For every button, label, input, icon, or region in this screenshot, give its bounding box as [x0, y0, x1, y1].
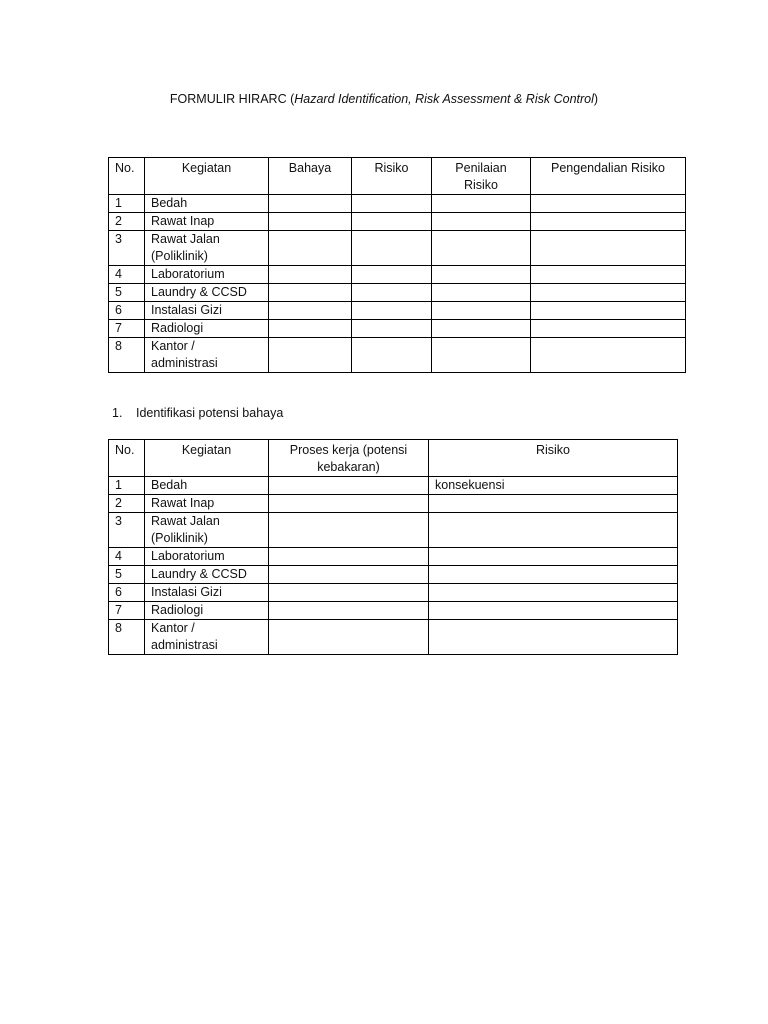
table-cell: Laboratorium [145, 266, 269, 284]
table-cell: Rawat Jalan (Poliklinik) [145, 513, 269, 548]
table-cell [531, 231, 686, 266]
table-cell: konsekuensi [429, 477, 678, 495]
table-cell [432, 284, 531, 302]
title-italic: Hazard Identification, Risk Assessment & Risk Control [294, 92, 594, 106]
table-cell: Bedah [145, 195, 269, 213]
table-cell [531, 284, 686, 302]
table-cell: 2 [109, 495, 145, 513]
table-cell [429, 495, 678, 513]
table-cell: 5 [109, 284, 145, 302]
title-prefix: FORMULIR HIRARC ( [169, 92, 295, 106]
table-cell: Instalasi Gizi [145, 302, 269, 320]
table-header-row [109, 440, 678, 477]
table-row [109, 584, 678, 602]
table-cell [269, 266, 352, 284]
table-row [109, 213, 686, 231]
table-cell [429, 602, 678, 620]
table-cell [429, 584, 678, 602]
table-cell [432, 213, 531, 231]
table-row [109, 320, 686, 338]
table-cell: 2 [109, 213, 145, 231]
column-header: No. [109, 440, 145, 477]
table-cell: Rawat Jalan (Poliklinik) [145, 231, 269, 266]
table-cell: Kantor / administrasi [145, 620, 269, 655]
column-header: Pengendalian Risiko [531, 158, 686, 195]
page-title [0, 92, 768, 106]
table-cell: Laboratorium [145, 548, 269, 566]
table-row [109, 338, 686, 373]
table-cell [352, 195, 432, 213]
table-cell [269, 620, 429, 655]
table-cell: 5 [109, 566, 145, 584]
table-cell [432, 231, 531, 266]
table-cell: Laundry & CCSD [145, 284, 269, 302]
table-cell [269, 302, 352, 320]
table-cell [432, 195, 531, 213]
table-cell [531, 213, 686, 231]
table-cell [269, 584, 429, 602]
table-cell [269, 338, 352, 373]
column-header: Risiko [352, 158, 432, 195]
table-cell [352, 338, 432, 373]
table-cell: Radiologi [145, 602, 269, 620]
table-cell [429, 513, 678, 548]
table-row [109, 284, 686, 302]
table-cell: 6 [109, 302, 145, 320]
table-cell: 1 [109, 477, 145, 495]
hazard-identification-table [108, 439, 678, 655]
table-cell [531, 302, 686, 320]
table-cell [432, 320, 531, 338]
table-row [109, 620, 678, 655]
table-cell [352, 320, 432, 338]
section-label: Identifikasi potensi bahaya [136, 406, 284, 420]
hirarc-table [108, 157, 686, 373]
section-heading [112, 406, 283, 420]
table-cell [429, 548, 678, 566]
table-cell: Bedah [145, 477, 269, 495]
table-cell: 3 [109, 231, 145, 266]
table-cell [352, 302, 432, 320]
table-cell [269, 566, 429, 584]
table-cell: 6 [109, 584, 145, 602]
table-cell: 4 [109, 548, 145, 566]
table-cell [269, 284, 352, 302]
table-cell [269, 231, 352, 266]
table-cell [269, 195, 352, 213]
table-cell: Laundry & CCSD [145, 566, 269, 584]
column-header: Penilaian Risiko [432, 158, 531, 195]
table-cell: Rawat Inap [145, 213, 269, 231]
table-row [109, 302, 686, 320]
column-header: Bahaya [269, 158, 352, 195]
column-header: Kegiatan [145, 158, 269, 195]
column-header: Kegiatan [145, 440, 269, 477]
table-cell [269, 548, 429, 566]
table-row [109, 231, 686, 266]
column-header: Risiko [429, 440, 678, 477]
table-cell [432, 338, 531, 373]
table-cell [269, 213, 352, 231]
table-cell [531, 320, 686, 338]
table-cell: Instalasi Gizi [145, 584, 269, 602]
table-cell: Radiologi [145, 320, 269, 338]
table-header-row [109, 158, 686, 195]
table-cell [269, 320, 352, 338]
table-row [109, 548, 678, 566]
table-row [109, 602, 678, 620]
table-cell: 7 [109, 602, 145, 620]
table-row [109, 513, 678, 548]
table-cell: 4 [109, 266, 145, 284]
table-cell: 3 [109, 513, 145, 548]
table-cell [269, 477, 429, 495]
table-cell [531, 338, 686, 373]
table-cell: Rawat Inap [145, 495, 269, 513]
table-cell [429, 620, 678, 655]
table-cell [269, 602, 429, 620]
table-row [109, 266, 686, 284]
table-cell [531, 195, 686, 213]
table-cell: 7 [109, 320, 145, 338]
table-row [109, 495, 678, 513]
table-row [109, 195, 686, 213]
table-cell [432, 266, 531, 284]
table-cell: 1 [109, 195, 145, 213]
table-cell [352, 231, 432, 266]
title-suffix: ) [593, 92, 599, 106]
table-row [109, 477, 678, 495]
table-cell [432, 302, 531, 320]
table-cell [352, 266, 432, 284]
table-row [109, 566, 678, 584]
table-cell [531, 266, 686, 284]
table-cell: Kantor / administrasi [145, 338, 269, 373]
table-cell [352, 213, 432, 231]
section-number: 1. [112, 406, 123, 420]
table-cell [269, 513, 429, 548]
table-cell: 8 [109, 338, 145, 373]
table-cell: 8 [109, 620, 145, 655]
table-cell [269, 495, 429, 513]
column-header: Proses kerja (potensi kebakaran) [269, 440, 429, 477]
table-cell [352, 284, 432, 302]
column-header: No. [109, 158, 145, 195]
table-cell [429, 566, 678, 584]
